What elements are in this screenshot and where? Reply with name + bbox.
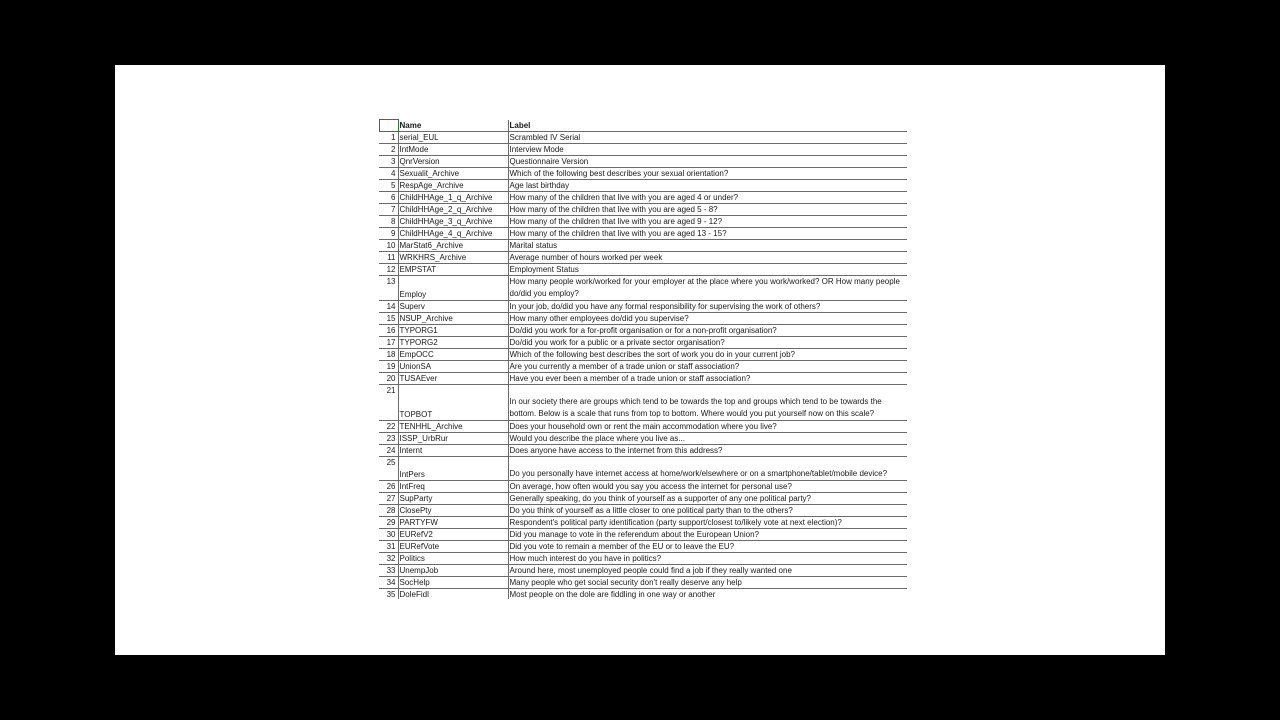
table-row	[375, 433, 907, 445]
variable-label-cell[interactable]: Did you manage to vote in the referendum about the European Union?	[508, 529, 907, 541]
variable-label-cell[interactable]: Marital status	[508, 240, 907, 252]
variable-table	[375, 119, 907, 599]
variable-name-cell[interactable]: ChildHHAge_1_q_Archive	[398, 192, 508, 204]
row-number-cell[interactable]: 20	[379, 373, 398, 385]
variable-label-cell[interactable]: Around here, most unemployed people could find a job if they really wanted one	[508, 565, 907, 577]
variable-name-cell[interactable]: IntPers	[398, 457, 508, 481]
variable-name-cell[interactable]: EMPSTAT	[398, 264, 508, 276]
variable-label-cell[interactable]: Do you think of yourself as a little closer to one political party than to the others?	[508, 505, 907, 517]
variable-name-cell[interactable]: TUSAEver	[398, 373, 508, 385]
table-row	[375, 457, 907, 481]
table-row	[375, 132, 907, 144]
variable-label-cell[interactable]: Do/did you work for a for-profit organisation or for a non-profit organisation?	[508, 325, 907, 337]
variable-name-cell[interactable]: UnempJob	[398, 565, 508, 577]
table-row	[375, 385, 907, 421]
table-row	[375, 204, 907, 216]
table-row	[375, 493, 907, 505]
slide-canvas	[115, 65, 1165, 655]
variable-label-cell[interactable]: Did you vote to remain a member of the EU or to leave the EU?	[508, 541, 907, 553]
row-number-cell[interactable]: 28	[379, 505, 398, 517]
row-number-cell[interactable]: 24	[379, 445, 398, 457]
row-number-cell[interactable]: 32	[379, 553, 398, 565]
table-row	[375, 553, 907, 565]
variable-label-cell[interactable]: Questionnaire Version	[508, 156, 907, 168]
variable-name-cell[interactable]: SocHelp	[398, 577, 508, 589]
variable-name-cell[interactable]: ChildHHAge_4_q_Archive	[398, 228, 508, 240]
variable-label-cell[interactable]: In our society there are groups which tend to be towards the top and groups which tend to be towards the bottom. Below is a scale that runs from top to bottom. Where would you put yourself now on this scale?	[508, 385, 907, 421]
variable-name-cell[interactable]: DoleFidl	[398, 589, 508, 600]
variable-name-cell[interactable]: IntMode	[398, 144, 508, 156]
variable-label-cell[interactable]: How many of the children that live with you are aged 5 - 8?	[508, 204, 907, 216]
row-number-cell[interactable]: 8	[379, 216, 398, 228]
variable-label-cell[interactable]: How many people work/worked for your employer at the place where you work/worked? OR How many people do/did you employ?	[508, 276, 907, 301]
row-number-cell[interactable]: 34	[379, 577, 398, 589]
variable-label-cell[interactable]: Do/did you work for a public or a private sector organisation?	[508, 337, 907, 349]
variable-label-cell[interactable]: Respondent's political party identification (party support/closest to/likely vote at next election)?	[508, 517, 907, 529]
table-row	[375, 156, 907, 168]
table-row	[375, 252, 907, 264]
table-row	[375, 180, 907, 192]
variable-label-cell[interactable]: Does your household own or rent the main accommodation where you live?	[508, 421, 907, 433]
row-number-cell[interactable]: 25	[379, 457, 398, 481]
variable-name-cell[interactable]: TENHHL_Archive	[398, 421, 508, 433]
table-row	[375, 565, 907, 577]
variable-label-cell[interactable]: Are you currently a member of a trade union or staff association?	[508, 361, 907, 373]
variable-label-cell[interactable]: Would you describe the place where you live as...	[508, 433, 907, 445]
row-number-cell[interactable]: 16	[379, 325, 398, 337]
table-row	[375, 445, 907, 457]
variable-label-cell[interactable]: How many other employees do/did you supervise?	[508, 313, 907, 325]
table-row	[375, 577, 907, 589]
row-number-cell[interactable]: 33	[379, 565, 398, 577]
variable-label-cell[interactable]: Average number of hours worked per week	[508, 252, 907, 264]
variable-name-cell[interactable]: EURefV2	[398, 529, 508, 541]
variable-name-cell[interactable]: ClosePty	[398, 505, 508, 517]
table-row	[375, 505, 907, 517]
variable-name-cell[interactable]: TOPBOT	[398, 385, 508, 421]
table-row	[375, 349, 907, 361]
row-number-cell[interactable]: 26	[379, 481, 398, 493]
variable-name-cell[interactable]: WRKHRS_Archive	[398, 252, 508, 264]
variable-label-cell[interactable]: How many of the children that live with you are aged 9 - 12?	[508, 216, 907, 228]
variable-label-cell[interactable]: Age last birthday	[508, 180, 907, 192]
variable-label-cell[interactable]: Interview Mode	[508, 144, 907, 156]
variable-name-cell[interactable]: EURefVote	[398, 541, 508, 553]
table-row	[375, 228, 907, 240]
row-number-cell[interactable]: 7	[379, 204, 398, 216]
variable-label-cell[interactable]: Do you personally have internet access at home/work/elsewhere or on a smartphone/tablet/mobile device?	[508, 457, 907, 481]
table-row	[375, 373, 907, 385]
table-row	[375, 361, 907, 373]
variable-label-cell[interactable]: In your job, do/did you have any formal responsibility for supervising the work of others?	[508, 301, 907, 313]
variable-name-cell[interactable]: Sexualit_Archive	[398, 168, 508, 180]
variable-name-cell[interactable]: ChildHHAge_2_q_Archive	[398, 204, 508, 216]
variable-name-cell[interactable]: Employ	[398, 276, 508, 301]
variable-name-cell[interactable]: TYPORG2	[398, 337, 508, 349]
variable-name-cell[interactable]: Superv	[398, 301, 508, 313]
table-row	[375, 589, 907, 600]
variable-name-cell[interactable]: Internt	[398, 445, 508, 457]
variable-label-cell[interactable]: Have you ever been a member of a trade union or staff association?	[508, 373, 907, 385]
variable-name-cell[interactable]: NSUP_Archive	[398, 313, 508, 325]
table-row	[375, 301, 907, 313]
row-number-cell[interactable]: 3	[379, 156, 398, 168]
row-number-cell[interactable]: 10	[379, 240, 398, 252]
table-row	[375, 144, 907, 156]
row-number-cell[interactable]: 1	[379, 132, 398, 144]
table-row	[375, 313, 907, 325]
table-row	[375, 541, 907, 553]
variable-name-cell[interactable]: TYPORG1	[398, 325, 508, 337]
table-row	[375, 276, 907, 301]
table-row	[375, 529, 907, 541]
variable-name-cell[interactable]: SupParty	[398, 493, 508, 505]
variable-name-cell[interactable]: UnionSA	[398, 361, 508, 373]
row-number-cell[interactable]: 2	[379, 144, 398, 156]
variable-label-cell[interactable]: Does anyone have access to the internet from this address?	[508, 445, 907, 457]
table-row	[375, 240, 907, 252]
variable-label-cell[interactable]: On average, how often would you say you access the internet for personal use?	[508, 481, 907, 493]
selected-cell[interactable]	[379, 120, 398, 132]
table-row	[375, 216, 907, 228]
row-number-cell[interactable]: 6	[379, 192, 398, 204]
variable-name-cell[interactable]: PARTYFW	[398, 517, 508, 529]
row-number-cell[interactable]: 18	[379, 349, 398, 361]
row-number-cell[interactable]: 14	[379, 301, 398, 313]
row-number-cell[interactable]: 9	[379, 228, 398, 240]
row-number-cell[interactable]: 35	[379, 589, 398, 600]
variable-name-cell[interactable]: serial_EUL	[398, 132, 508, 144]
variable-label-cell[interactable]: How many of the children that live with you are aged 13 - 15?	[508, 228, 907, 240]
row-number-cell[interactable]: 15	[379, 313, 398, 325]
row-number-cell[interactable]: 13	[379, 276, 398, 301]
variable-name-cell[interactable]: RespAge_Archive	[398, 180, 508, 192]
variable-label-cell[interactable]: Scrambled IV Serial	[508, 132, 907, 144]
row-number-cell[interactable]: 23	[379, 433, 398, 445]
table-row	[375, 192, 907, 204]
row-number-cell[interactable]: 17	[379, 337, 398, 349]
column-header-label[interactable]: Label	[508, 120, 907, 132]
variable-name-cell[interactable]: Politics	[398, 553, 508, 565]
column-header-name[interactable]: Name	[398, 120, 508, 132]
variable-name-cell[interactable]: ISSP_UrbRur	[398, 433, 508, 445]
row-number-cell[interactable]: 30	[379, 529, 398, 541]
variable-name-cell[interactable]: ChildHHAge_3_q_Archive	[398, 216, 508, 228]
variable-name-cell[interactable]: EmpOCC	[398, 349, 508, 361]
row-number-cell[interactable]: 4	[379, 168, 398, 180]
variable-label-cell[interactable]: How much interest do you have in politics?	[508, 553, 907, 565]
variable-name-cell[interactable]: QnrVersion	[398, 156, 508, 168]
variable-label-cell[interactable]: Generally speaking, do you think of yourself as a supporter of any one political party?	[508, 493, 907, 505]
header-row	[375, 120, 907, 132]
table-row	[375, 325, 907, 337]
table-row	[375, 517, 907, 529]
row-number-cell[interactable]: 22	[379, 421, 398, 433]
variable-label-cell[interactable]: Many people who get social security don't really deserve any help	[508, 577, 907, 589]
row-number-cell[interactable]: 27	[379, 493, 398, 505]
variable-label-cell[interactable]: How many of the children that live with you are aged 4 or under?	[508, 192, 907, 204]
table-row	[375, 481, 907, 493]
row-number-cell[interactable]: 29	[379, 517, 398, 529]
row-number-cell[interactable]: 19	[379, 361, 398, 373]
row-number-cell[interactable]: 12	[379, 264, 398, 276]
variable-name-cell[interactable]: IntFreq	[398, 481, 508, 493]
variable-label-cell[interactable]: Most people on the dole are fiddling in one way or another	[508, 589, 907, 600]
row-number-cell[interactable]: 21	[379, 385, 398, 421]
table-row	[375, 168, 907, 180]
table-row	[375, 264, 907, 276]
row-number-cell[interactable]: 5	[379, 180, 398, 192]
row-number-cell[interactable]: 11	[379, 252, 398, 264]
row-number-cell[interactable]: 31	[379, 541, 398, 553]
table-row	[375, 337, 907, 349]
variable-name-cell[interactable]: MarStat6_Archive	[398, 240, 508, 252]
variable-label-cell[interactable]: Which of the following best describes the sort of work you do in your current job?	[508, 349, 907, 361]
variable-label-cell[interactable]: Which of the following best describes your sexual orientation?	[508, 168, 907, 180]
variable-label-cell[interactable]: Employment Status	[508, 264, 907, 276]
table-row	[375, 421, 907, 433]
spreadsheet-view[interactable]	[375, 119, 907, 599]
